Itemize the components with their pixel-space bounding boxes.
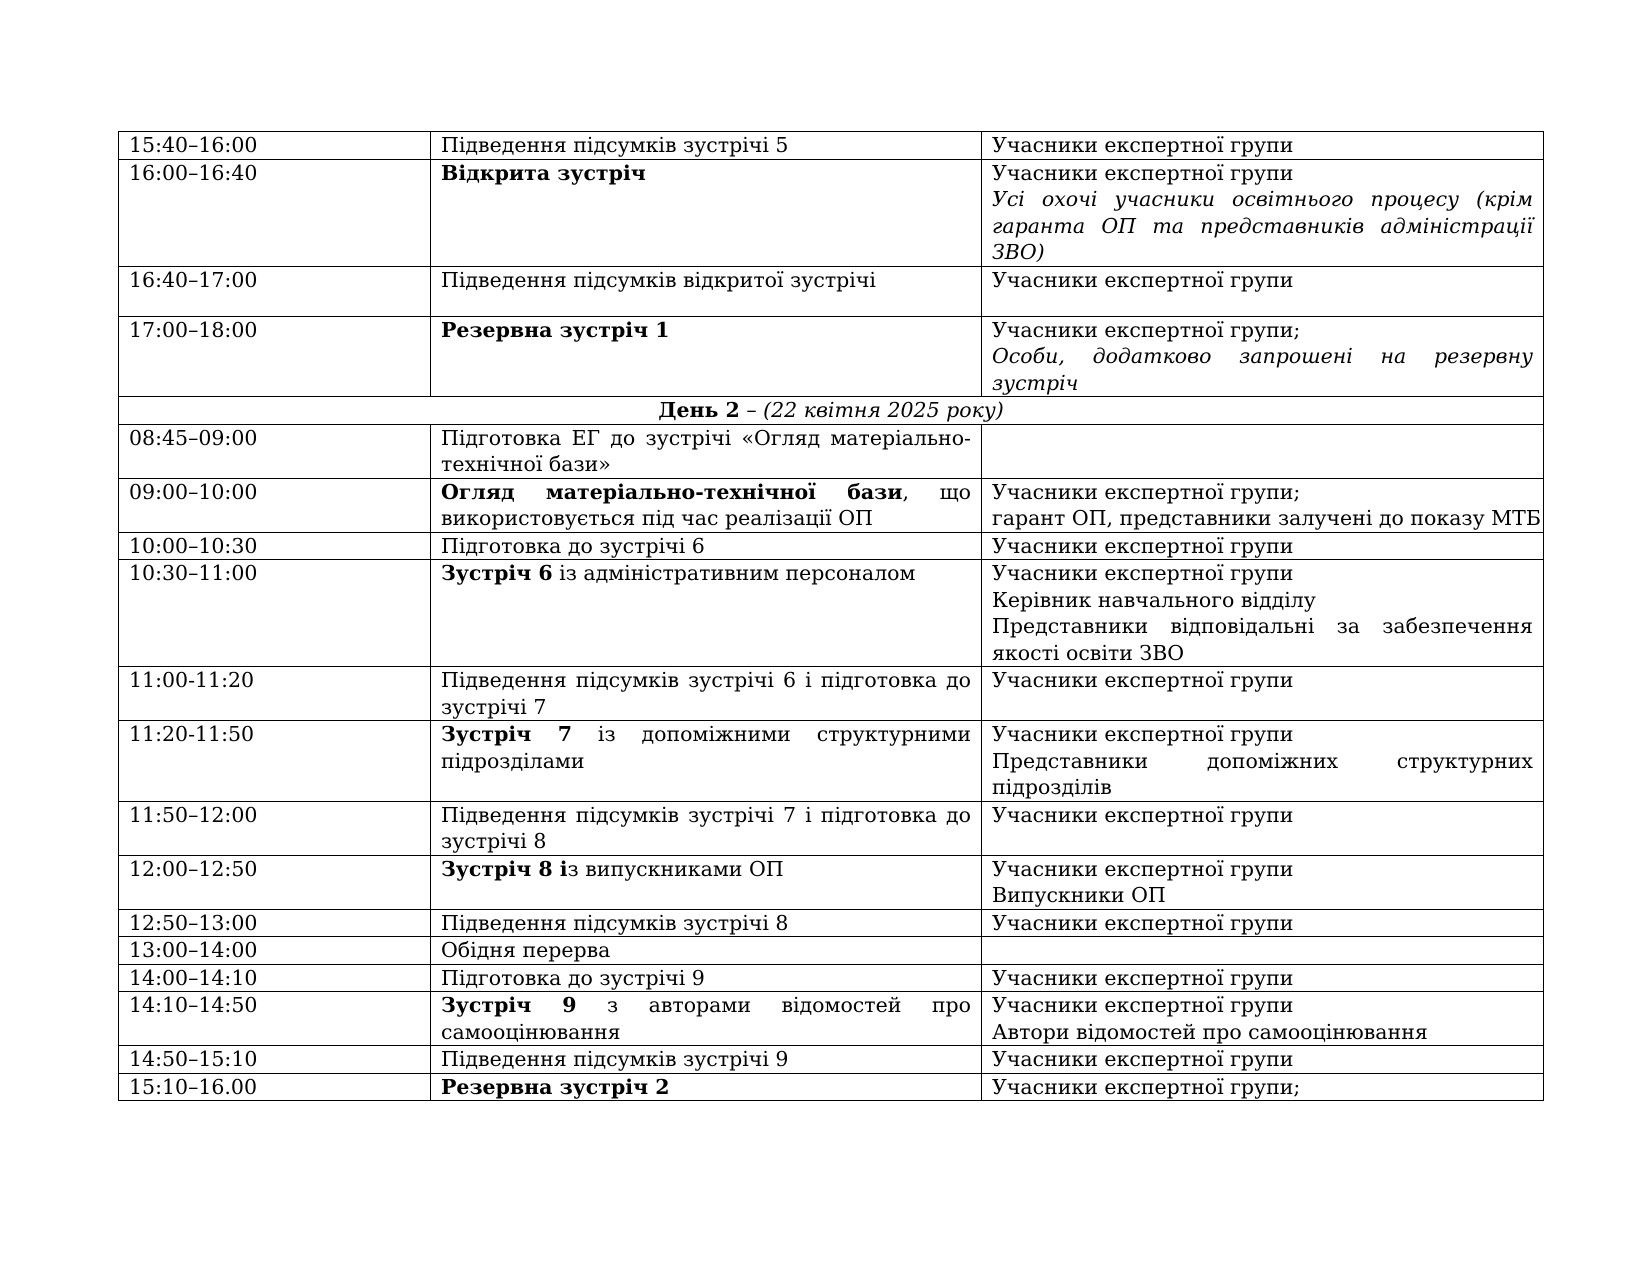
participants-cell — [982, 424, 1544, 478]
activity-detail: із допоміжними структурними підрозділами — [441, 722, 971, 773]
day-dash: – — [739, 398, 764, 422]
activity-cell: Резервна зустріч 2 — [431, 1073, 982, 1101]
table-row — [119, 855, 1544, 909]
participants-cell: Учасники експертної групи — [982, 132, 1544, 160]
table-row — [119, 964, 1544, 992]
activity-cell: Підготовка ЕГ до зустрічі «Огляд матеріально-технічної бази» — [431, 424, 982, 478]
schedule-table — [118, 131, 1544, 1101]
time-cell: 11:20-11:50 — [119, 721, 431, 802]
activity-detail: , що використовується під час реалізації ОП — [441, 479, 971, 530]
activity-cell: Підведення підсумків зустрічі 8 — [431, 909, 982, 937]
participants-note: Особи, додатково запрошені на резервну зустріч — [992, 344, 1533, 395]
participants-cell — [982, 937, 1544, 965]
table-row — [119, 721, 1544, 802]
activity-cell: Підведення підсумків зустрічі 7 і підготовка до зустрічі 8 — [431, 801, 982, 855]
table-row — [119, 667, 1544, 721]
table-row — [119, 560, 1544, 667]
activity-cell: Резервна зустріч 1 — [431, 316, 982, 397]
table-row — [119, 1073, 1544, 1101]
activity-title: Зустріч 8 і — [441, 856, 568, 881]
activity-cell — [431, 478, 982, 532]
participants-line: Учасники експертної групи — [992, 722, 1294, 746]
activity-cell: Відкрита зустріч — [431, 159, 982, 266]
time-cell: 17:00–18:00 — [119, 316, 431, 397]
activity-detail: з авторами відомостей про самооцінювання — [441, 993, 971, 1044]
participants-cell: Учасники експертної групи; — [982, 1073, 1544, 1101]
participants-line: Учасники експертної групи — [992, 561, 1294, 585]
participants-line: Учасники експертної групи — [992, 993, 1294, 1017]
activity-title: Зустріч 7 — [441, 722, 573, 746]
participants-line: Представники відповідальні за забезпечення якості освіти ЗВО — [992, 614, 1533, 665]
participants-cell: Учасники експертної групи — [982, 909, 1544, 937]
day-header-row — [119, 397, 1544, 425]
table-row — [119, 132, 1544, 160]
time-cell: 09:00–10:00 — [119, 478, 431, 532]
participants-cell: Учасники експертної групи — [982, 667, 1544, 721]
participants-line: Представники допоміжних структурних підрозділів — [992, 748, 1533, 799]
participants-cell — [982, 855, 1544, 909]
activity-detail: із адміністративним персоналом — [552, 561, 916, 585]
participants-cell: Учасники експертної групи — [982, 964, 1544, 992]
participants-cell: Учасники експертної групи — [982, 801, 1544, 855]
activity-cell — [431, 855, 982, 909]
participants-line: Учасники експертної групи; — [992, 317, 1301, 342]
time-cell: 16:00–16:40 — [119, 159, 431, 266]
table-row — [119, 992, 1544, 1046]
participants-cell: Учасники експертної групи — [982, 1046, 1544, 1074]
activity-cell — [431, 721, 982, 802]
time-cell: 16:40–17:00 — [119, 266, 431, 316]
table-row — [119, 909, 1544, 937]
time-cell: 14:50–15:10 — [119, 1046, 431, 1074]
participants-cell: Учасники експертної групи — [982, 532, 1544, 560]
table-row — [119, 159, 1544, 266]
table-row — [119, 478, 1544, 532]
table-row — [119, 801, 1544, 855]
participants-line: Учасники експертної групи — [992, 856, 1294, 881]
participants-line: гарант ОП, представники залучені до показу МТБ — [992, 506, 1541, 530]
participants-line: Керівник навчального відділу — [992, 587, 1316, 612]
activity-title: Огляд матеріально-технічної бази — [441, 479, 903, 504]
activity-cell: Підведення підсумків зустрічі 6 і підготовка до зустрічі 7 — [431, 667, 982, 721]
day-date: (22 квітня 2025 року) — [763, 398, 1004, 422]
activity-cell: Підведення підсумків відкритої зустрічі — [431, 266, 982, 316]
table-row — [119, 1046, 1544, 1074]
time-cell: 11:00-11:20 — [119, 667, 431, 721]
time-cell: 14:10–14:50 — [119, 992, 431, 1046]
participants-note: Усі охочі учасники освітнього процесу (крім гаранта ОП та представників адміністрації ЗВО) — [992, 187, 1533, 264]
activity-cell: Підготовка до зустрічі 6 — [431, 532, 982, 560]
time-cell: 10:30–11:00 — [119, 560, 431, 667]
table-row — [119, 316, 1544, 397]
activity-cell: Підведення підсумків зустрічі 9 — [431, 1046, 982, 1074]
time-cell: 15:40–16:00 — [119, 132, 431, 160]
activity-cell — [431, 992, 982, 1046]
participants-cell — [982, 159, 1544, 266]
participants-line: Автори відомостей про самооцінювання — [992, 1019, 1428, 1044]
time-cell: 13:00–14:00 — [119, 937, 431, 965]
day-header — [119, 397, 1544, 425]
activity-title: Зустріч 6 — [441, 561, 553, 585]
participants-cell — [982, 478, 1544, 532]
table-row — [119, 532, 1544, 560]
participants-line: Учасники експертної групи — [992, 160, 1294, 185]
day-label: День 2 — [658, 398, 740, 422]
activity-cell: Підведення підсумків зустрічі 5 — [431, 132, 982, 160]
table-row — [119, 424, 1544, 478]
participants-line: Випускники ОП — [992, 883, 1166, 907]
participants-cell — [982, 560, 1544, 667]
participants-cell — [982, 721, 1544, 802]
table-row — [119, 266, 1544, 316]
time-cell: 11:50–12:00 — [119, 801, 431, 855]
time-cell: 10:00–10:30 — [119, 532, 431, 560]
time-cell: 12:00–12:50 — [119, 855, 431, 909]
participants-line: Учасники експертної групи; — [992, 479, 1301, 504]
activity-cell: Обідня перерва — [431, 937, 982, 965]
time-cell: 12:50–13:00 — [119, 909, 431, 937]
participants-cell — [982, 316, 1544, 397]
activity-cell: Підготовка до зустрічі 9 — [431, 964, 982, 992]
time-cell: 08:45–09:00 — [119, 424, 431, 478]
activity-detail: з випускниками ОП — [567, 856, 784, 881]
activity-title: Зустріч 9 — [441, 993, 577, 1017]
table-row — [119, 937, 1544, 965]
participants-cell — [982, 992, 1544, 1046]
activity-cell — [431, 560, 982, 667]
time-cell: 15:10–16.00 — [119, 1073, 431, 1101]
time-cell: 14:00–14:10 — [119, 964, 431, 992]
participants-cell: Учасники експертної групи — [982, 266, 1544, 316]
